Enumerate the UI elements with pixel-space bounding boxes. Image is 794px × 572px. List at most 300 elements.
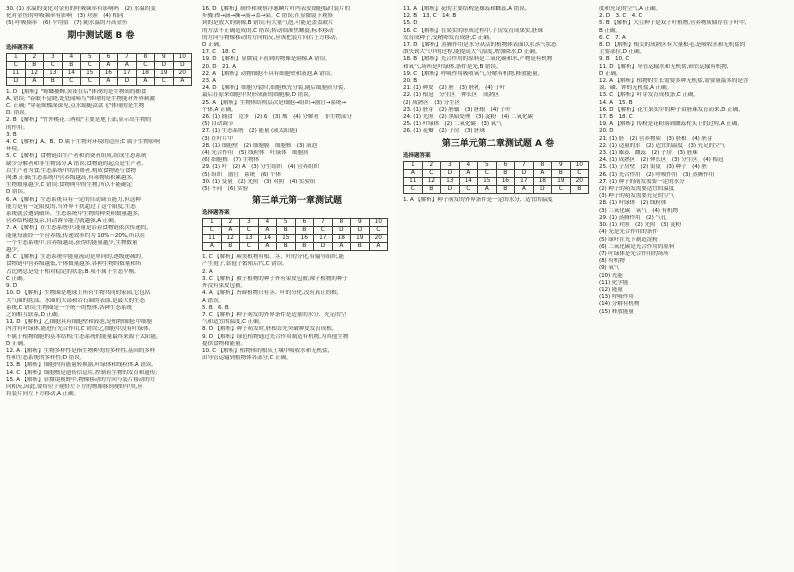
text-line: 14. C 【解析】细胞核是遗传信息库,控制着生物的发育和遗传; xyxy=(6,369,158,376)
section-title: 期中测试题 B 卷 xyxy=(67,30,135,41)
table-cell: 5 xyxy=(478,161,497,169)
table-row xyxy=(203,227,388,235)
right-page xyxy=(397,0,794,572)
text-line: 10. D 【解析】生物圈是地球上所有生物共同的家园,它包括 xyxy=(6,290,151,297)
text-line: B 正确。 xyxy=(599,27,621,34)
text-line: 内含有叶绿体,能进行光合作用,C 错误;乙细胞中没有叶绿体, xyxy=(6,326,151,333)
text-line: 17. D 【解析】蒸腾作用是水分从活的植物体表面以水蒸气状态 xyxy=(403,42,557,49)
table-cell: A xyxy=(99,61,118,69)
table-cell: 1 xyxy=(203,219,222,227)
text-line: 24. (1) 光照 (2) 黑暗处理 (3) 淀粉 (4) 二氧化碳 xyxy=(403,114,533,121)
text-line: 27. (1) 种子的萌发需要一定的水分 xyxy=(599,178,685,185)
table-cell: C xyxy=(314,227,333,235)
text-line: 气和适宜的温度,C 正确。 xyxy=(202,319,265,326)
table-cell: C xyxy=(203,227,222,235)
table-cell: B xyxy=(277,227,296,235)
table-cell: A xyxy=(478,185,497,193)
text-line: (14) 分解有机物 xyxy=(599,301,640,308)
table-cell: A xyxy=(459,169,478,177)
table-cell: 10 xyxy=(369,219,388,227)
table-cell: C xyxy=(44,61,63,69)
table-row xyxy=(404,169,589,177)
text-line: 21. (1) 胚 (2) 营养物质 (3) 胚根 (4) 胚芽 xyxy=(599,135,713,142)
table-cell: 8 xyxy=(332,219,351,227)
text-line: D 错误。 xyxy=(6,189,29,196)
table-row xyxy=(203,219,388,227)
text-line: 5. B 6. B xyxy=(202,304,229,311)
text-line: (7) 叶绿体是光合作用的场所 xyxy=(599,250,669,257)
table-cell: 9 xyxy=(155,53,174,61)
table-cell: 6 xyxy=(99,53,118,61)
answer-table xyxy=(403,161,589,194)
text-line: 23. A xyxy=(202,78,217,85)
table-cell: 6 xyxy=(496,161,515,169)
text-line: (11) 化学能 xyxy=(599,279,629,286)
table-cell: 18 xyxy=(136,69,155,77)
table-cell: D xyxy=(118,77,137,85)
text-line: 24. (1) 成熟区 (2) 伸长区 (3) 分生区 (4) 根冠 xyxy=(599,157,724,164)
text-line: 20. D xyxy=(599,128,614,135)
text-line: 19. D 【解析】显微镜下看到的物像是倒像,A 错误。 xyxy=(202,56,331,63)
text-line: 29. (1) 叶 (2) A (3) 分生组织 (4) 营养组织 xyxy=(202,164,320,171)
text-line: 外没有果皮包被。 xyxy=(202,283,246,290)
text-line: 17. B 18. C xyxy=(599,114,633,121)
text-line: 26. (1) 捕食 竞争 (2) 6 (3) 鹰 (4) 分解者 非生物部分 xyxy=(202,114,352,121)
text-line: 发育成种子,受精卵发育成胚,C 正确。 xyxy=(403,34,495,41)
table-cell: B xyxy=(295,243,314,251)
table-cell: D xyxy=(155,61,174,69)
table-cell: A xyxy=(369,243,388,251)
table-cell: A xyxy=(332,243,351,251)
text-line: 度和充足的空气,A 正确。 xyxy=(599,6,662,12)
table-cell: D xyxy=(351,227,370,235)
text-line: (6) 细胞核 (7) 生物体 xyxy=(202,157,260,164)
table-cell: B xyxy=(295,227,314,235)
text-line: 29. (1) 蒸腾作用 (2) 气孔 xyxy=(599,214,667,221)
table-cell: C xyxy=(404,185,423,193)
text-line: 26. (1) 光合作用 (2) 呼吸作用 (3) 蒸腾作用 xyxy=(599,171,715,178)
table-cell: C xyxy=(478,169,497,177)
table-cell: A xyxy=(25,77,44,85)
text-line: 5. C 【解析】食物链由生产者和消费者组成,组成生态系统 xyxy=(6,153,147,160)
text-line: 24. D 【解析】细胞分裂时,细胞核先分裂,随后细胞质分裂, xyxy=(202,85,346,92)
table-cell: 4 xyxy=(62,53,81,61)
table-cell: 11 xyxy=(7,69,26,77)
text-line: (4) 光是光合作用的条件 xyxy=(599,229,658,236)
table-cell: C xyxy=(81,61,100,69)
text-line: 1. D 【解析】"螳螂捕蝉,黄雀在后"体现的是生物间的捕食 xyxy=(6,88,147,95)
text-line: 能力是有一定限度的,当外界干扰超过了这个限度,生态 xyxy=(6,203,136,210)
text-line: 化对金鱼的呼吸频率有影响 (3) 对照 (4) 相同 xyxy=(6,13,124,20)
text-line: (3) 在叶片中 xyxy=(202,135,234,142)
text-line: 7. A 【解析】在生态系统中,能量是沿着食物链依次传递的, xyxy=(6,225,148,232)
text-line: 10. C 【解析】植物体的根从土壤中吸收水和无机盐, xyxy=(202,347,330,354)
text-line: 系统就会遭到破坏。生态系统中生物的种类和数量越多, xyxy=(6,211,140,218)
table-cell: B xyxy=(496,169,515,177)
table-cell: 14 xyxy=(459,177,478,185)
text-line: 23. (1) 胚芽 (2) 胚轴 (3) 胚根 (4) 子叶 xyxy=(403,106,511,113)
table-cell: 13 xyxy=(441,177,460,185)
text-line: 22. (1) 适量的水 (2) 适宜的温度 (3) 充足的空气 xyxy=(599,142,726,149)
table-cell: 14 xyxy=(62,69,81,77)
text-line: D 正确。 xyxy=(599,70,622,77)
text-line: 19. A 【解析】传粉是花粉落到雌蕊柱头上的过程,A 正确。 xyxy=(599,121,743,128)
text-block-top xyxy=(599,6,789,316)
text-line: 30. (1) 变量 (2) 光照 (3) 对照 (4) 实验组 xyxy=(202,178,316,185)
text-line: 11. D 【解析】导管运输水和无机盐,筛管运输有机物, xyxy=(599,63,729,70)
text-line: 27. (1) 生态系统 (2) 能量 (或太阳能) xyxy=(202,128,298,135)
table-cell: 1 xyxy=(404,161,423,169)
text-line: 16. D 【解析】花生果实中的种子由胚珠发育而来,D 正确。 xyxy=(599,106,744,113)
text-line: 1. C 【解析】蕨类植物有根、茎、叶的分化,有输导组织,能 xyxy=(202,254,345,261)
table-cell: C xyxy=(136,61,155,69)
table-row xyxy=(7,61,192,69)
text-line: 25. (1) 子房壁 (2) 果皮 (3) 种子 (4) 胚 xyxy=(599,164,707,171)
table-cell: C xyxy=(240,227,259,235)
text-line: 4. A 【解析】苔藓植物只有茎、叶的分化,没有真正的根, xyxy=(202,290,339,297)
table-cell: 17 xyxy=(515,177,534,185)
text-line: (3) 二氧化碳 氧气 (4) 有机物 xyxy=(599,207,679,214)
text-line: 16. D 【解析】制作和观察洋葱鳞片叶内表皮细胞临时装片的 xyxy=(202,6,351,12)
table-cell: 3 xyxy=(441,161,460,169)
text-line: (12) 能量 xyxy=(599,286,623,293)
table-row xyxy=(404,177,589,185)
text-line: 9. B 10. C xyxy=(599,56,630,63)
text-line: 4. C 【解析】A、B、D 属于生物对环境的适应;C 属于生物影响 xyxy=(6,139,160,146)
table-cell: C xyxy=(552,185,571,193)
left-column-1 xyxy=(6,6,196,568)
section-title: 第三单元第二章测试题 A 卷 xyxy=(441,138,555,149)
text-line: 19. C 【解析】呼吸作用吸收氧气,分解有机物,释放能量。 xyxy=(403,70,543,77)
table-row xyxy=(203,243,388,251)
text-line: D 正确。 xyxy=(202,42,225,49)
text-block-top xyxy=(202,6,392,193)
table-cell: C xyxy=(155,77,174,85)
table-cell: A xyxy=(515,185,534,193)
table-row xyxy=(7,53,192,61)
answer-table xyxy=(6,53,192,86)
text-line: (3) 种子的萌发需要充足的空气 xyxy=(599,193,675,200)
table-cell: 16 xyxy=(496,177,515,185)
text-line: 7. C 【解析】种子萌发的外界条件是适量的水分、充足的空 xyxy=(202,311,347,318)
table-cell: 17 xyxy=(118,69,137,77)
table-cell: 4 xyxy=(459,161,478,169)
table-cell: 5 xyxy=(81,53,100,61)
table-cell: 16 xyxy=(99,69,118,77)
text-line: 1. A 【解析】种子萌发的外界条件是一定的水分、适宜的温度 xyxy=(403,196,553,203)
text-line: (15) 释放能量 xyxy=(599,308,634,315)
table-cell: D xyxy=(314,243,333,251)
table-cell: B xyxy=(351,243,370,251)
text-line: (6) 二氧化碳是光合作用的原料 xyxy=(599,243,675,250)
text-line: 主要部位,D 正确。 xyxy=(599,49,646,56)
text-line: (5) 呼吸频率 (6) 平均值 (7) 随水温的升高金鱼 xyxy=(6,20,128,27)
text-line: 散失到大气中的过程,能提高大气湿度,增加降水,D 正确。 xyxy=(403,49,541,56)
table-cell: 3 xyxy=(240,219,259,227)
table-cell: B xyxy=(25,61,44,69)
text-line: 8. C 【解析】生态系统中能量流动是单向的,逐级递减的。 xyxy=(6,254,147,261)
text-line: 12. B 13. C 14. B xyxy=(403,13,457,20)
table-cell: 1 xyxy=(7,53,26,61)
text-line: 30. (1) 水温的变化对金鱼的呼吸频率有影响吗 (2) 水温的变 xyxy=(6,6,156,12)
table-cell: A xyxy=(203,243,222,251)
text-line: C. 正确; "穿花蛱蝶深深见,点水蜻蜓款款飞"体现的是生物 xyxy=(6,103,145,110)
text-line: 12. A 【解析】生物多样性是指生物种类的多样性,基因的多样 xyxy=(6,347,156,354)
text-line: (8) 有机物 xyxy=(599,258,625,265)
table-cell: 7 xyxy=(118,53,137,61)
text-line: (4) 光合作用 (5) 线粒体 叶绿体 细胞质 xyxy=(202,150,309,157)
text-line: 最后在原来细胞中央形成新的细胞膜,D 错误。 xyxy=(202,92,314,99)
text-line: 网;B 正确;生态系统中营养级越高,有毒物质积累越多, xyxy=(6,175,134,182)
table-cell: D xyxy=(441,185,460,193)
text-line: D 正确。 xyxy=(6,340,29,347)
table-label: 选择题答案 xyxy=(6,44,34,51)
text-line: 23. (1) 雄蕊 雌蕊 (2) 子房 (3) 胚珠 xyxy=(599,150,698,157)
table-cell: D xyxy=(533,185,552,193)
table-label: 选择题答案 xyxy=(202,210,230,217)
text-line: 占比例总是处于相对稳定的状态;B 项不属于生态平衡, xyxy=(6,268,136,275)
text-line: 12. A 【解析】植物的生长需要多种无机盐,需要量最多的是含 xyxy=(599,78,749,85)
table-cell: C xyxy=(81,77,100,85)
section-title: 第三单元第一章测试题 xyxy=(251,196,342,207)
text-line: 26. (1) 花瓣 (2) 子房 (3) 胚珠 xyxy=(403,128,486,135)
text-line: 一个生态系统中,营养级越高,获得的能量越少,生物数量 xyxy=(6,239,138,246)
table-cell: C xyxy=(7,61,26,69)
table-cell: 6 xyxy=(295,219,314,227)
table-cell: C xyxy=(459,185,478,193)
table-cell: 9 xyxy=(351,219,370,227)
text-line: 食物链中营养级越低,个体数量越多,各种生物的数量和所 xyxy=(6,261,142,268)
text-line: 之间相互联系,D 正确。 xyxy=(6,311,64,318)
text-block-bottom xyxy=(202,254,392,362)
table-cell: A xyxy=(258,227,277,235)
text-line: 的方向与物像移动的方向相反,应该把装片向右上方移动, xyxy=(202,34,338,41)
table-cell: A xyxy=(173,77,192,85)
text-line: 25. A 【解析】生物体结构层次是细胞→组织→器官→系统→ xyxy=(202,99,346,106)
table-cell: 13 xyxy=(240,235,259,243)
table-cell: 20 xyxy=(369,235,388,243)
text-line: 能量每流经一个营养级,传递效率约为 10%～20%,所以在 xyxy=(6,232,146,239)
table-cell: 15 xyxy=(81,69,100,77)
table-cell: 10 xyxy=(173,53,192,61)
answer-table xyxy=(202,218,388,251)
text-line: 环境。 xyxy=(6,146,23,153)
table-row xyxy=(7,77,192,85)
table-cell: 14 xyxy=(258,235,277,243)
table-cell: D xyxy=(515,169,534,177)
text-line: 性和生态系统的多样性;D 错误。 xyxy=(6,355,86,362)
table-cell: A xyxy=(258,243,277,251)
text-line: 以生产者为食;生态系统中的消费者,构成食物链与食物 xyxy=(6,167,136,174)
table-cell: B xyxy=(496,185,515,193)
table-cell: B xyxy=(44,77,63,85)
right-column-1 xyxy=(403,6,593,568)
table-cell: A xyxy=(118,61,137,69)
text-line: 步骤:擦→滴→撕→展→盖→染。C 错误;在显微镜下观察 xyxy=(202,13,333,20)
table-cell: A xyxy=(221,227,240,235)
text-line: 个体,A 正确。 xyxy=(202,106,237,113)
text-line: 2. D 3. C 4. C xyxy=(599,13,643,20)
table-cell: B xyxy=(62,61,81,69)
table-cell: B xyxy=(570,185,589,193)
text-line: A. 错误; "春眠不觉晓,处处闻啼鸟"体现的是生物能对外界刺激 xyxy=(6,95,155,102)
table-cell: 12 xyxy=(221,235,240,243)
text-block-bottom xyxy=(6,89,196,399)
text-line: 14. A 15. B xyxy=(599,99,633,106)
table-cell: D xyxy=(173,61,192,69)
table-row xyxy=(404,185,589,193)
text-line: A 错误。 xyxy=(202,297,224,304)
table-cell: D xyxy=(7,77,26,85)
table-cell: 8 xyxy=(533,161,552,169)
text-line: 2. B 【解析】"竹外桃花三两枝"主要是地上部,显示出生物的 xyxy=(6,117,152,124)
table-cell: B xyxy=(552,169,571,177)
text-line: 缺少分解者和非生物部分,A 错误;食物链的起点是生产者, xyxy=(6,160,143,167)
text-line: C 正确。 xyxy=(6,275,28,282)
text-line: 15. D xyxy=(403,20,418,27)
text-line: (10) 光能 xyxy=(599,272,623,279)
right-column-2 xyxy=(599,6,789,568)
text-line: 28. (1) 细胞壁 (2) 细胞膜 细胞核 (3) 液泡 xyxy=(202,142,318,149)
text-line: (9) 氧气 xyxy=(599,265,620,272)
text-line: (2) 种子的萌发需要适宜的温度 xyxy=(599,186,675,193)
table-cell: 13 xyxy=(44,69,63,77)
table-row xyxy=(203,235,388,243)
text-line: 11. D 【解析】乙细胞具有细胞壁和液泡,是植物细胞;甲细胞 xyxy=(6,319,152,326)
table-cell: 4 xyxy=(258,219,277,227)
text-line: (5) 绿叶在光下制造淀粉 xyxy=(599,236,658,243)
text-line: 提供食物和能量。 xyxy=(202,340,246,347)
table-cell: 9 xyxy=(552,161,571,169)
text-line: 的方法不正确造成的,C 错误;转动细准焦螺旋,标本移动 xyxy=(202,27,334,34)
text-line: 越少。 xyxy=(6,247,23,254)
text-line: 13. C 【解析】叶芽发育成枝条,C 正确。 xyxy=(599,92,699,99)
table-cell: 19 xyxy=(552,177,571,185)
table-cell: 18 xyxy=(533,177,552,185)
table-cell: 11 xyxy=(404,177,423,185)
text-block-bottom xyxy=(403,197,593,204)
table-cell: 10 xyxy=(570,161,589,169)
text-line: 6. A 【解析】生态系统具有一定的自动调节能力,但这种 xyxy=(6,196,141,203)
text-line: 大气圈的底部、水圈的大部和岩石圈的表面,是最大的生态 xyxy=(6,297,146,304)
table-label: 选择题答案 xyxy=(403,152,431,159)
table-cell: B xyxy=(277,243,296,251)
text-line: 3. B xyxy=(6,131,17,138)
table-cell: C xyxy=(62,77,81,85)
text-line: 13. B 【解析】细胞内有能量转换器,叶绿体和线粒体,A 错误。 xyxy=(6,362,157,369)
table-cell: 2 xyxy=(25,53,44,61)
table-cell: D xyxy=(332,227,351,235)
table-cell: 7 xyxy=(515,161,534,169)
table-cell: A xyxy=(136,77,155,85)
table-cell: 12 xyxy=(25,69,44,77)
text-line: D. 错误。 xyxy=(6,110,31,117)
table-row xyxy=(404,161,589,169)
table-cell: 2 xyxy=(221,219,240,227)
text-line: 由导管运输到植物体各部分,C 正确。 xyxy=(202,355,292,362)
table-cell: 20 xyxy=(173,69,192,77)
table-cell: 18 xyxy=(332,235,351,243)
text-line: 2. A xyxy=(202,268,213,275)
text-line: 15. A 【解析】显微镜视野中,物像移动的方向与装片移动的方 xyxy=(6,376,156,383)
table-cell: 3 xyxy=(44,53,63,61)
text-line: 22. (1) 根冠 分生区 伸长区 成熟区 xyxy=(403,92,500,99)
table-cell: A xyxy=(404,169,423,177)
text-line: 系统,C 错误;生物圈是一个统一的整体,各种生态系统 xyxy=(6,304,132,311)
text-line: (2) 成熟区 (3) 分生区 xyxy=(403,99,461,106)
text-block-top xyxy=(6,6,196,28)
table-cell: C xyxy=(422,169,441,177)
text-line: 17. C 18. C xyxy=(202,49,236,56)
text-line: 将装片向左下方移动,A 正确。 xyxy=(6,391,80,398)
table-cell: 15 xyxy=(277,235,296,243)
text-line: 8. D 【解析】种子萌发时,胚根首先突破种皮发育成根。 xyxy=(202,326,338,333)
table-cell: B xyxy=(422,185,441,193)
text-block-top xyxy=(403,6,593,136)
text-line: 产生孢子,靠孢子繁殖后代,C 错误。 xyxy=(202,261,288,268)
text-line: 5. B 【解析】大豆种子是双子叶植物,营养物质储存在子叶中, xyxy=(599,20,747,27)
table-cell: 19 xyxy=(351,235,370,243)
text-line: 22. A 【解析】动物细胞不具有细胞壁和液泡,A 错误。 xyxy=(202,70,336,77)
table-row xyxy=(7,69,192,77)
text-line: 6. C 7. A xyxy=(599,34,626,41)
text-line: 3. C 【解析】被子植物的种子外有果皮包被,裸子植物的种子 xyxy=(202,275,348,282)
table-cell: 15 xyxy=(478,177,497,185)
text-line: 的作用。 xyxy=(6,124,28,131)
table-cell: A xyxy=(533,169,552,177)
table-cell: 17 xyxy=(314,235,333,243)
table-cell: 12 xyxy=(422,177,441,185)
table-cell: 16 xyxy=(295,235,314,243)
text-line: 9. D 【解析】绿色植物通过光合作用制造有机物,为其他生物 xyxy=(202,333,349,340)
text-line: 和氧气,场所是叶绿体,条件是光,B 错误。 xyxy=(403,63,502,70)
text-line: 到的是放大的倒像,B 错误;有大量气泡,可能是盖盖玻片 xyxy=(202,20,334,27)
table-cell: 7 xyxy=(314,219,333,227)
text-line: 营养结构越复杂,自动调节能力就越强,A 正确。 xyxy=(6,218,120,225)
text-line: (5) 组织 器官 系统 (6) 个体 xyxy=(202,171,282,178)
text-line: 20. B xyxy=(403,78,418,85)
table-cell: 11 xyxy=(203,235,222,243)
text-line: (13) 呼吸作用 xyxy=(599,294,634,301)
text-line: 16. C 【解析】在果实的形成过程中,子房发育成果实,胚珠 xyxy=(403,27,543,34)
table-cell: C xyxy=(240,243,259,251)
table-cell: 8 xyxy=(136,53,155,61)
text-line: 不属于植物细胞的基本结构;生态系统的能量最终来源于太阳能, xyxy=(6,333,158,340)
text-line: 氮、磷、钾的无机盐,A 正确。 xyxy=(599,85,673,92)
text-line: (5) 自动调节 xyxy=(202,121,234,128)
table-cell: 5 xyxy=(277,219,296,227)
table-cell: A xyxy=(99,77,118,85)
table-cell: 19 xyxy=(155,69,174,77)
table-cell: C xyxy=(369,227,388,235)
text-line: (5) 不同 (6) 实验 xyxy=(202,186,249,193)
table-cell: 2 xyxy=(422,161,441,169)
text-line: 9. D xyxy=(6,283,18,290)
text-line: 11. A 【解析】花的主要结构是雄蕊和雌蕊,A 错误。 xyxy=(403,6,531,12)
text-line: 8. D 【解析】根尖的成熟区有大量根毛,是吸收水和无机盐的 xyxy=(599,42,746,49)
table-cell: D xyxy=(441,169,460,177)
table-cell: 20 xyxy=(570,177,589,185)
text-line: 生物数量越少,C 错误;食物网中的生物,所以不能确定 xyxy=(6,182,132,189)
table-cell: B xyxy=(221,243,240,251)
text-line: 30. (1) 对照 (2) 光照 (3) 淀粉 xyxy=(599,222,682,229)
text-line: 25. (1) 叶绿体 (2) 二氧化碳 (3) 氧气 xyxy=(403,121,502,128)
text-line: 20. D 21. A xyxy=(202,63,236,70)
text-line: 21. (1) 种皮 (2) 胚 (3) 胚乳 (4) 子叶 xyxy=(403,85,506,92)
table-cell: C xyxy=(570,169,589,177)
text-line: 18. B 【解析】光合作用的原料是二氧化碳和水,产物是有机物 xyxy=(403,56,553,63)
left-column-2 xyxy=(202,6,392,568)
